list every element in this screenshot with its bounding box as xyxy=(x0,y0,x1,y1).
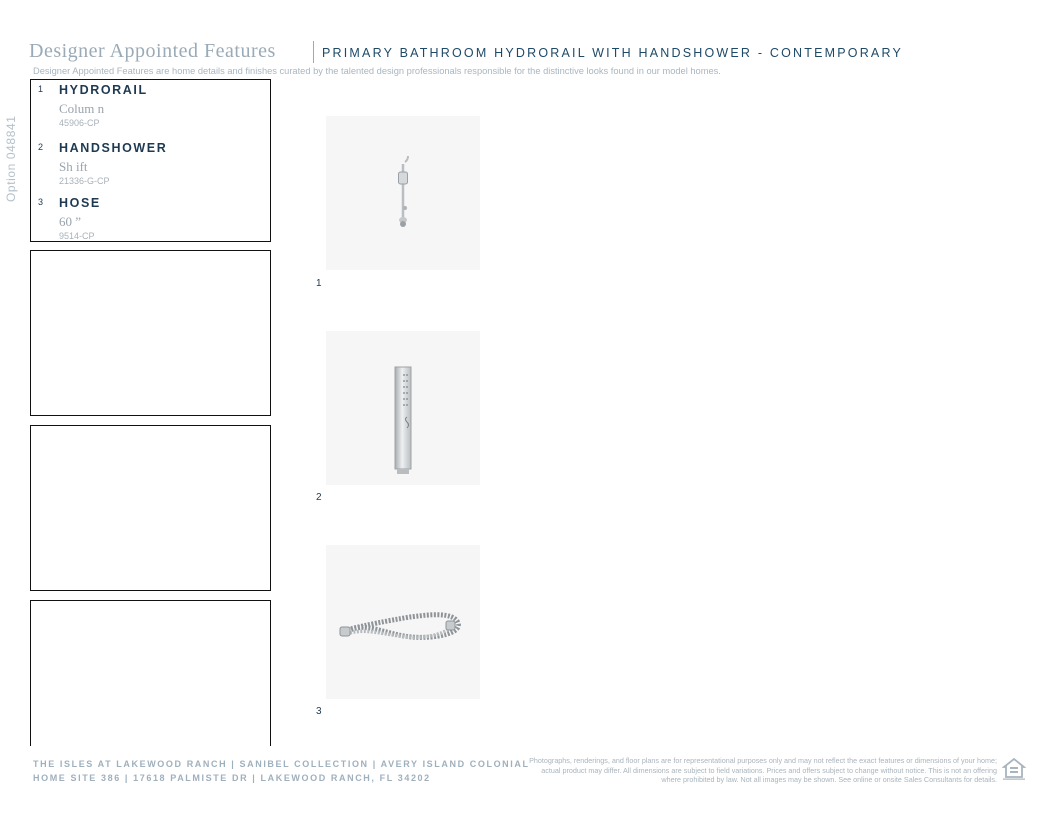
empty-box xyxy=(30,600,271,746)
spec-category: HOSE xyxy=(59,196,101,210)
hose-icon xyxy=(326,545,480,699)
product-image-hose xyxy=(326,545,480,699)
image-label: 3 xyxy=(316,706,322,717)
empty-box xyxy=(30,250,271,416)
equal-housing-opportunity-icon xyxy=(1002,757,1026,781)
spec-number: 2 xyxy=(38,142,44,152)
footer-address: HOME SITE 386 | 17618 PALMISTE DR | LAKEWOOD RANCH, FL 34202 xyxy=(33,773,431,783)
image-label: 1 xyxy=(316,278,322,289)
page-description: Designer Appointed Features are home details and finishes curated by the talented design professionals responsible for the distinctive looks found in our model homes. xyxy=(33,66,721,76)
spec-category: HYDRORAIL xyxy=(59,83,148,97)
spec-product-name: Sh ift xyxy=(59,159,88,174)
handshower-icon xyxy=(326,331,480,485)
title-divider xyxy=(313,41,314,63)
page-title: Designer Appointed Features xyxy=(29,40,276,62)
spec-number: 1 xyxy=(38,84,44,94)
option-id: Option 048841 xyxy=(4,115,18,202)
product-image-handshower xyxy=(326,331,480,485)
spec-number: 3 xyxy=(38,197,44,207)
hydrorail-icon xyxy=(326,116,480,270)
spec-product-name: 60 ” xyxy=(59,214,82,229)
page-subtitle: PRIMARY BATHROOM HYDRORAIL WITH HANDSHOWER - CONTEMPORARY xyxy=(322,46,903,60)
spec-product-code: 45906-CP xyxy=(59,118,100,128)
empty-box xyxy=(30,425,271,591)
image-label: 2 xyxy=(316,492,322,503)
spec-product-code: 9514-CP xyxy=(59,231,95,241)
spec-product-code: 21336-G-CP xyxy=(59,176,110,186)
footer-community: THE ISLES AT LAKEWOOD RANCH | SANIBEL COLLECTION | AVERY ISLAND COLONIAL xyxy=(33,759,530,769)
spec-category: HANDSHOWER xyxy=(59,141,168,155)
legal-disclaimer: Photographs, renderings, and floor plans are for representational purposes only and may not reflect the exact features or dimensions of your home; actual product may differ. All dimensions are subject to field variations. Prices and offers subject to change without notice. This is not an offering where prohibited by law. Not all images may be shown. See online or onsite Sales Consultants for details. xyxy=(529,756,997,785)
spec-list-box xyxy=(30,79,271,242)
spec-product-name: Colum n xyxy=(59,101,105,116)
product-image-hydrorail xyxy=(326,116,480,270)
